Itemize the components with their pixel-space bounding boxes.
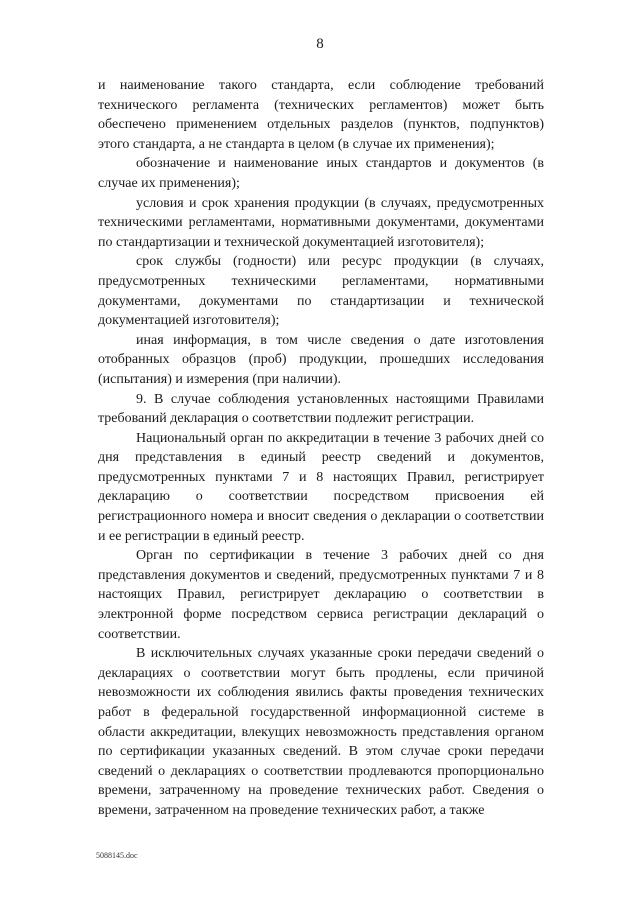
paragraph-service-life: срок службы (годности) или ресурс продукции (в случаях, предусмотренных техническими регламентами, нормативными документами, документами по стандартизации и технической документацией изготовителя); [98,254,544,329]
paragraph-certification-body: Орган по сертификации в течение 3 рабочих дней со дня представления документов и сведений, предусмотренных пунктами 7 и 8 настоящих Правил, регистрирует декларацию о соответствии в электронной форме посредством сервиса регистрации деклараций о соответствии. [98,548,544,642]
document-file-code: 5088145.doc [96,851,138,860]
paragraph-other-standards: обозначение и наименование иных стандартов и документов (в случае их применения); [98,156,544,191]
paragraph-exceptional-cases: В исключительных случаях указанные сроки передачи сведений о декларациях о соответствии могут быть продлены, если причиной невозможности их соблюдения явились факты проведения технических работ в федеральной государственной информационной системе в области аккредитации, влекущих невозможность представления органом по сертификации указанных сведений. В этом случае сроки передачи сведений о декларациях о соответствии продлеваются пропорционально времени, затраченному на проведение технических работ. Сведения о времени, затраченном на проведение технических работ, а также [98,646,544,818]
page-number: 8 [316,36,324,52]
paragraph-clause-9: 9. В случае соблюдения установленных настоящими Правилами требований декларация о соответствии подлежит регистрации. [98,391,544,427]
paragraph-national-body: Национальный орган по аккредитации в течение 3 рабочих дней со дня представления в единый реестр сведений и документов, предусмотренных пунктами 7 и 8 настоящих Правил, регистрирует декларацию о соответствии посредством присвоения ей регистрационного номера и вносит сведения о декларации о соответствии и ее регистрации в единый реестр. [98,430,544,544]
paragraph-other-information: иная информация, в том числе сведения о дате изготовления отобранных образцов (проб) продукции, прошедших исследования (испытания) и измерения (при наличии). [98,332,544,387]
paragraph-standard-name: и наименование такого стандарта, если соблюдение требований технического регламента (технических регламентов) может быть обеспечено применением отдельных разделов (пунктов, подпунктов) этого стандарта, а не стандарта в целом (в случае их применения); [98,78,544,152]
paragraph-storage-conditions: условия и срок хранения продукции (в случаях, предусмотренных техническими регламентами, нормативными документами, документами по стандартизации и технической документацией изготовителя); [98,195,544,250]
document-body [98,76,544,821]
